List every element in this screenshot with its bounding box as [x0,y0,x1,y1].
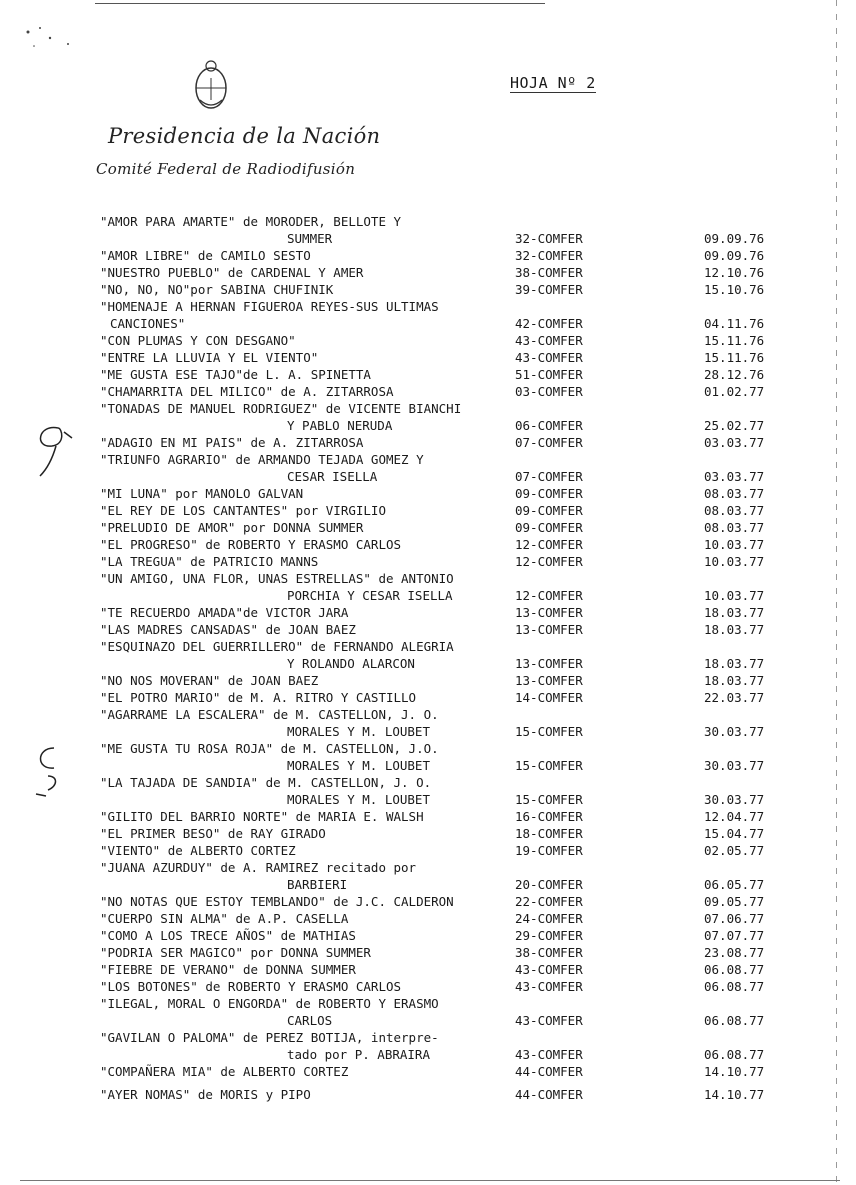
ban-date: 12.04.77 [704,809,765,824]
comfer-reference: 09-COMFER [515,486,583,501]
song-title: "COMO A LOS TRECE AÑOS" de MATHIAS [100,928,356,943]
comfer-reference: 43-COMFER [515,1013,583,1028]
comfer-reference: 43-COMFER [515,962,583,977]
comfer-reference: 39-COMFER [515,282,583,297]
song-title: "MI LUNA" por MANOLO GALVAN [100,486,304,501]
song-title: "ME GUSTA TU ROSA ROJA" de M. CASTELLON, J.O. [100,741,439,756]
comfer-reference: 13-COMFER [515,605,583,620]
song-title: MORALES Y M. LOUBET [287,724,430,739]
ban-date: 18.03.77 [704,622,765,637]
ban-date: 08.03.77 [704,503,765,518]
comfer-reference: 16-COMFER [515,809,583,824]
song-title: CANCIONES" [110,316,186,331]
comfer-reference: 12-COMFER [515,588,583,603]
comfer-reference: 06-COMFER [515,418,583,433]
song-title: "ENTRE LA LLUVIA Y EL VIENTO" [100,350,319,365]
song-title: MORALES Y M. LOUBET [287,758,430,773]
comfer-reference: 07-COMFER [515,469,583,484]
comfer-reference: 13-COMFER [515,673,583,688]
ban-date: 14.10.77 [704,1064,765,1079]
song-title: "HOMENAJE A HERNAN FIGUEROA REYES-SUS ULTIMAS [100,299,439,314]
comfer-reference: 15-COMFER [515,758,583,773]
ban-date: 03.03.77 [704,469,765,484]
song-title: "AMOR LIBRE" de CAMILO SESTO [100,248,311,263]
comfer-reference: 20-COMFER [515,877,583,892]
song-title: "NO NOS MOVERAN" de JOAN BAEZ [100,673,319,688]
comfer-reference: 13-COMFER [515,622,583,637]
song-title: Y PABLO NERUDA [287,418,393,433]
song-title: "NUESTRO PUEBLO" de CARDENAL Y AMER [100,265,364,280]
ban-date: 25.02.77 [704,418,765,433]
ban-date: 10.03.77 [704,537,765,552]
comfer-reference: 14-COMFER [515,690,583,705]
comfer-reference: 15-COMFER [515,792,583,807]
comfer-reference: 44-COMFER [515,1087,583,1102]
song-title: "TE RECUERDO AMADA"de VICTOR JARA [100,605,349,620]
ban-date: 07.07.77 [704,928,765,943]
song-title: "GAVILAN O PALOMA" de PEREZ BOTIJA, interpre- [100,1030,439,1045]
song-title: CESAR ISELLA [287,469,378,484]
comfer-reference: 29-COMFER [515,928,583,943]
comfer-reference: 03-COMFER [515,384,583,399]
song-title: "VIENTO" de ALBERTO CORTEZ [100,843,296,858]
song-title: "CUERPO SIN ALMA" de A.P. CASELLA [100,911,349,926]
ban-date: 10.03.77 [704,554,765,569]
ban-date: 15.10.76 [704,282,765,297]
comfer-reference: 38-COMFER [515,265,583,280]
ban-date: 15.11.76 [704,333,765,348]
comfer-reference: 15-COMFER [515,724,583,739]
song-title: "COMPAÑERA MIA" de ALBERTO CORTEZ [100,1064,349,1079]
song-title: "JUANA AZURDUY" de A. RAMIREZ recitado por [100,860,417,875]
comfer-reference: 51-COMFER [515,367,583,382]
song-title: "AMOR PARA AMARTE" de MORODER, BELLOTE Y [100,214,402,229]
comfer-reference: 19-COMFER [515,843,583,858]
ban-date: 18.03.77 [704,673,765,688]
song-title: tado por P. ABRAIRA [287,1047,430,1062]
song-title: "ADAGIO EN MI PAIS" de A. ZITARROSA [100,435,364,450]
song-title: "TONADAS DE MANUEL RODRIGUEZ" de VICENTE BIANCHI [100,401,462,416]
ban-date: 18.03.77 [704,605,765,620]
comfer-reference: 24-COMFER [515,911,583,926]
song-title: "NO, NO, NO"por SABINA CHUFINIK [100,282,334,297]
song-title: "EL POTRO MARIO" de M. A. RITRO Y CASTILLO [100,690,417,705]
ban-date: 09.05.77 [704,894,765,909]
ban-date: 18.03.77 [704,656,765,671]
song-title: SUMMER [287,231,333,246]
committee-name: Comité Federal de Radiodifusión [96,160,356,178]
ban-date: 04.11.76 [704,316,765,331]
song-title: "ILEGAL, MORAL O ENGORDA" de ROBERTO Y ERASMO [100,996,439,1011]
comfer-reference: 07-COMFER [515,435,583,450]
ban-date: 01.02.77 [704,384,765,399]
song-title: "LAS MADRES CANSADAS" de JOAN BAEZ [100,622,356,637]
ban-date: 10.03.77 [704,588,765,603]
song-title: "EL PRIMER BESO" de RAY GIRADO [100,826,326,841]
comfer-reference: 22-COMFER [515,894,583,909]
song-title: PORCHIA Y CESAR ISELLA [287,588,453,603]
song-title: "NO NOTAS QUE ESTOY TEMBLANDO" de J.C. CALDERON [100,894,454,909]
ban-date: 28.12.76 [704,367,765,382]
song-title: "CHAMARRITA DEL MILICO" de A. ZITARROSA [100,384,394,399]
song-title: "PODRIA SER MAGICO" por DONNA SUMMER [100,945,371,960]
song-title: "TRIUNFO AGRARIO" de ARMANDO TEJADA GOMEZ Y [100,452,424,467]
comfer-reference: 18-COMFER [515,826,583,841]
song-title: "EL PROGRESO" de ROBERTO Y ERASMO CARLOS [100,537,402,552]
comfer-reference: 38-COMFER [515,945,583,960]
ban-date: 23.08.77 [704,945,765,960]
ban-date: 03.03.77 [704,435,765,450]
song-title: "LOS BOTONES" de ROBERTO Y ERASMO CARLOS [100,979,402,994]
comfer-reference: 43-COMFER [515,333,583,348]
ban-date: 09.09.76 [704,248,765,263]
ban-date: 07.06.77 [704,911,765,926]
comfer-reference: 13-COMFER [515,656,583,671]
song-title: "UN AMIGO, UNA FLOR, UNAS ESTRELLAS" de ANTONIO [100,571,454,586]
ban-date: 06.08.77 [704,962,765,977]
song-title: "AGARRAME LA ESCALERA" de M. CASTELLON, J. O. [100,707,439,722]
song-title: "CON PLUMAS Y CON DESGANO" [100,333,296,348]
ban-date: 08.03.77 [704,486,765,501]
ban-date: 09.09.76 [704,231,765,246]
song-title: "ESQUINAZO DEL GUERRILLERO" de FERNANDO ALEGRIA [100,639,454,654]
ban-date: 15.11.76 [704,350,765,365]
comfer-reference: 12-COMFER [515,554,583,569]
song-title: "AYER NOMAS" de MORIS y PIPO [100,1087,311,1102]
song-title: "GILITO DEL BARRIO NORTE" de MARIA E. WALSH [100,809,424,824]
song-title: "FIEBRE DE VERANO" de DONNA SUMMER [100,962,356,977]
comfer-reference: 43-COMFER [515,1047,583,1062]
song-title: "ME GUSTA ESE TAJO"de L. A. SPINETTA [100,367,371,382]
ban-date: 15.04.77 [704,826,765,841]
institution-name: Presidencia de la Nación [108,124,381,148]
comfer-reference: 32-COMFER [515,231,583,246]
song-title: CARLOS [287,1013,333,1028]
song-title: "LA TAJADA DE SANDIA" de M. CASTELLON, J. O. [100,775,432,790]
ban-date: 30.03.77 [704,792,765,807]
song-title: BARBIERI [287,877,348,892]
ban-date: 08.03.77 [704,520,765,535]
ban-date: 06.08.77 [704,1047,765,1062]
comfer-reference: 44-COMFER [515,1064,583,1079]
song-title: "EL REY DE LOS CANTANTES" por VIRGILIO [100,503,386,518]
comfer-reference: 09-COMFER [515,520,583,535]
ban-date: 02.05.77 [704,843,765,858]
song-title: "LA TREGUA" de PATRICIO MANNS [100,554,319,569]
comfer-reference: 43-COMFER [515,979,583,994]
ban-date: 30.03.77 [704,724,765,739]
song-title: MORALES Y M. LOUBET [287,792,430,807]
song-title: Y ROLANDO ALARCON [287,656,415,671]
comfer-reference: 32-COMFER [515,248,583,263]
ban-date: 22.03.77 [704,690,765,705]
ban-date: 14.10.77 [704,1087,765,1102]
comfer-reference: 12-COMFER [515,537,583,552]
comfer-reference: 09-COMFER [515,503,583,518]
comfer-reference: 43-COMFER [515,350,583,365]
ban-date: 06.08.77 [704,979,765,994]
comfer-reference: 42-COMFER [515,316,583,331]
sheet-number: HOJA Nº 2 [510,74,596,92]
song-title: "PRELUDIO DE AMOR" por DONNA SUMMER [100,520,364,535]
ban-date: 06.08.77 [704,1013,765,1028]
ban-date: 30.03.77 [704,758,765,773]
ban-date: 12.10.76 [704,265,765,280]
ban-date: 06.05.77 [704,877,765,892]
